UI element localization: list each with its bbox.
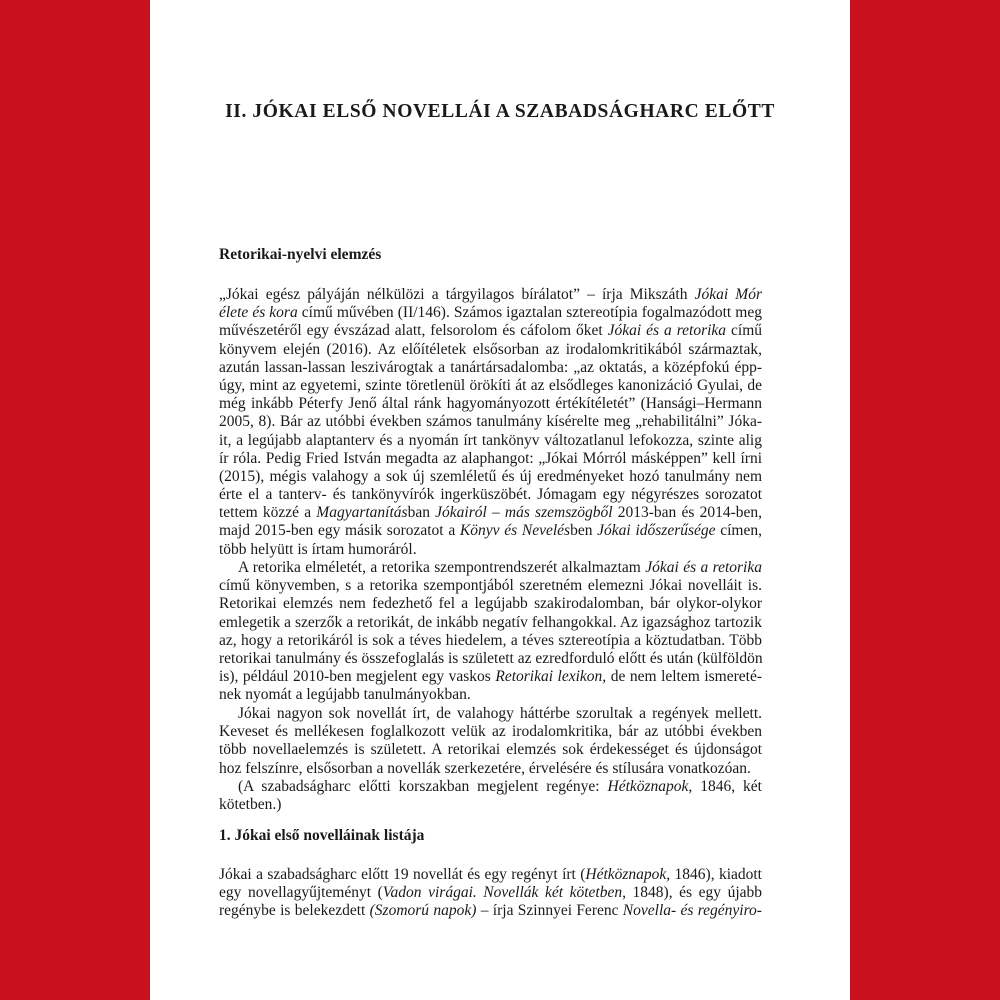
section-heading-retorikai: Retorikai-nyelvi elemzés [219,246,382,263]
paragraph [219,286,762,559]
text-line: érte el a tanterv- és tankönyvírók ingerküszöbét. Jómagam egy négyrészes sorozatot [219,486,762,504]
text-line: Jókai nagyon sok novellát írt, de valahogy háttérbe szorultak a regények mellett. [238,705,762,722]
text-line: Retorikai elemzés nem fedezhető fel a legújabb szakirodalomban, bár olykor-olykor [219,595,762,613]
text-line: könyvem elején (2016). Az előítéletek elsősorban az irodalomkritikából származtak, [219,340,762,358]
text-line: majd 2015-ben egy másik sorozatot a Könyv és Nevelésben Jókai időszerűsége címen, [219,522,762,540]
text-line: it, a legújabb alaptanterv és a nyomán írt tankönyv változatlanul lefokozza, szinte alig [219,431,762,449]
text-line: emlegetik a szerzők a retorikát, de inkább negatív felhangokkal. Az igazsághoz tartozik [219,613,762,631]
text-line: Jókai a szabadságharc előtt 19 novellát és egy regényt írt (Hétköznapok, 1846), kiadott [219,866,762,883]
text-line: retorikai tanulmány és összefoglalás is született az ezredforduló előtt és után (külföldön [219,649,763,667]
text-line: nek nyomát a legújabb tanulmányokban. [219,686,471,704]
text-line: művészetéről egy évszázad alatt, felsorolom és cáfolom őket Jókai és a retorika című [219,322,763,340]
text-line: úgy, mint az egyetemi, szinte töretlenül örökíti át az elsődleges kanonizáció Gyulai, de [219,376,762,394]
italic-title: Jókai időszerűsége [597,522,716,540]
italic-title: Jókai és a retorika [607,322,727,340]
italic-title: Jókai Mór [694,286,762,303]
text-line: még inkább Péterfy Jenő által ránk hagyományozott értékítéletét” (Hansági–Hermann [219,395,762,413]
text-line: ír róla. Pedig Fried István megadta az alaphangot: „Jókai Mórról másképpen” kell írni [219,449,762,467]
paragraph [219,866,762,921]
text-line: Keveset és mellékesen foglalkozott velük az irodalomkritika, bár az utóbbi években [219,723,762,741]
text-line: több helyütt is írtam humoráról. [219,540,417,558]
text-line: 2005, 8). Bár az utóbbi években számos tanulmány kísérelte meg „rehabilitálni” Jóka- [219,413,762,431]
left-red-margin [0,0,150,1000]
italic-title: Jókai és a retorika [645,559,762,576]
text-line: azután lassan-lassan leszivárogtak a tanártársadalomba: „az oktatás, a középfokú épp- [219,358,762,376]
chapter-title: II. JÓKAI ELSŐ NOVELLÁI A SZABADSÁGHARC ELŐTT [225,101,775,122]
italic-title: Hétköznapok, [607,778,693,795]
italic-title: Könyv és Nevelés [459,522,571,540]
italic-title: Hétköznapok, [585,866,671,883]
text-line: több novellaelemzés is született. A retorikai elemzés sok érdekességet és újdonságot [219,741,762,759]
text-line: élete és kora című művében (II/146). Számos igaztalan sztereotípia fogalmazódott meg [219,304,762,322]
italic-title: Novella- és regényiro- [622,902,762,920]
right-red-margin [850,0,1000,1000]
text-line: A retorika elméletét, a retorika szempontrendszerét alkalmaztam Jókai és a retorika [238,559,762,576]
text-line: is), például 2010-ben megjelent egy vaskos Retorikai lexikon, de nem leltem ismereté- [219,668,762,686]
paragraph [219,705,762,778]
text-line: hoz felszínre, elsősorban a novellák szerkezetére, érvelésére és stílusára vonatkozóan. [219,759,751,777]
italic-title: Magyartanítás [316,504,408,522]
italic-title: Retorikai lexikon, [495,668,607,686]
italic-title: Jókairól – más szemszögből [435,504,613,522]
text-line: kötetben.) [219,796,282,814]
text-line: (2015), mégis valahogy a sok új szemléletű és új eredményeket hozó tanulmány nem [219,467,762,485]
text-line: tettem közzé a Magyartanításban Jókairól – más szemszögből 2013-ban és 2014-ben, [219,504,762,522]
section-heading-novellak-listaja: 1. Jókai első novelláinak listája [219,827,425,844]
italic-title: Vadon virágai. Novellák két kötetben, [382,884,626,902]
text-line: (A szabadságharc előtti korszakban megjelent regénye: Hétköznapok, 1846, két [238,778,762,795]
text-line: „Jókai egész pályáján nélkülözi a tárgyilagos bírálatot” – írja Mikszáth Jókai Mór [219,286,762,303]
text-line: egy novellagyűjteményt (Vadon virágai. Novellák két kötetben, 1848), és egy újabb [219,884,763,902]
text-line: regénybe is belekezdett (Szomorú napok) – írja Szinnyei Ferenc Novella- és regényiro- [219,902,762,920]
text-line: című könyvemben, s a retorika szempontjából szeretném elemezni Jókai novelláit is. [219,577,762,595]
italic-title: (Szomorú napok) [369,902,477,920]
text-line: az, hogy a retorikáról is sok a téves hiedelem, a téves sztereotípia a köztudatban. Több [219,631,762,649]
italic-title: élete és kora [219,304,298,322]
paragraph [219,778,762,814]
paragraph [219,559,762,705]
